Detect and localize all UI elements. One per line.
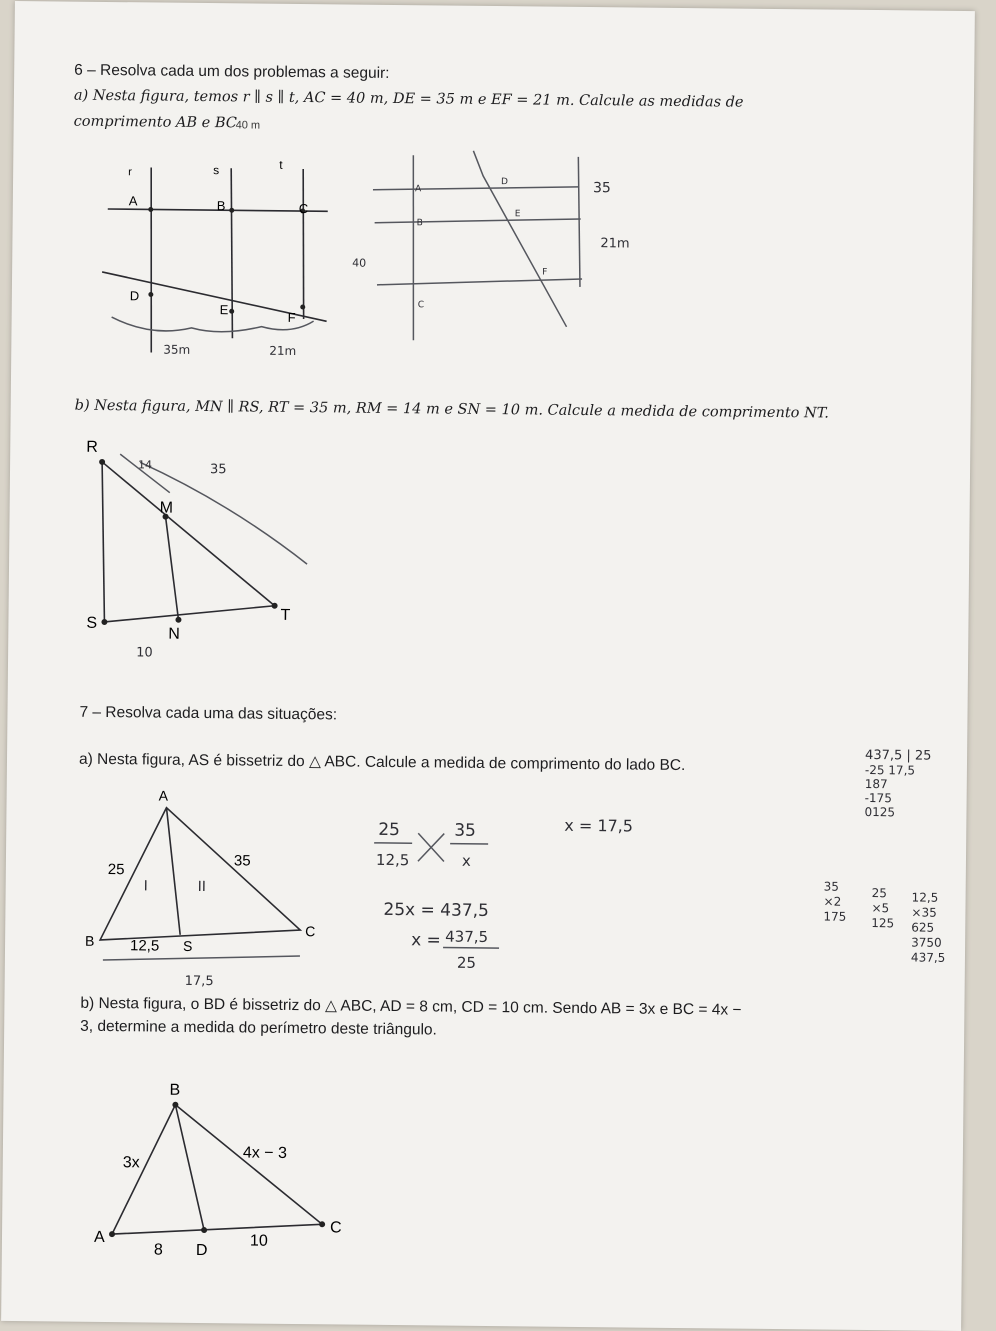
q6-title: 6 – Resolva cada um dos problemas a seguir: xyxy=(74,62,390,83)
svg-text:M: M xyxy=(160,500,174,517)
point-b xyxy=(229,208,234,213)
svg-text:x: x xyxy=(462,852,471,870)
svg-text:4x − 3: 4x − 3 xyxy=(243,1144,287,1161)
svg-text:A: A xyxy=(159,788,169,804)
svg-text:S: S xyxy=(183,938,193,954)
svg-text:N: N xyxy=(168,626,180,643)
q7-title: 7 – Resolva cada uma das situações: xyxy=(79,704,337,725)
svg-text:14: 14 xyxy=(138,458,152,471)
q6a-handwritten-40m: 40 m xyxy=(236,119,261,131)
label-c: C xyxy=(299,201,309,216)
svg-text:I: I xyxy=(144,878,148,894)
point-d xyxy=(148,292,153,297)
point-f xyxy=(300,305,305,310)
long-division-work: 437,5 | 25 -25 17,5 187 -175 0125 xyxy=(864,748,975,820)
q7a-figure xyxy=(85,782,327,995)
svg-text:35: 35 xyxy=(234,852,251,869)
svg-text:R: R xyxy=(86,439,98,456)
svg-text:A: A xyxy=(415,184,422,194)
mult-work-c: 12,5 ×35 625 3750 437,5 xyxy=(911,890,946,965)
q6a-figure xyxy=(91,137,333,370)
q7a-statement: a) Nesta figura, AS é bissetriz do △ ABC. Calcule a medida de comprimento do lado BC. xyxy=(79,750,686,775)
svg-text:8: 8 xyxy=(154,1242,163,1259)
label-r: r xyxy=(128,166,132,178)
svg-text:25x = 437,5: 25x = 437,5 xyxy=(383,900,489,921)
worksheet-page xyxy=(1,1,975,1331)
label-b: B xyxy=(217,198,226,213)
line-r xyxy=(149,167,153,352)
label-ef-hw: 21m xyxy=(269,344,296,358)
label-f: F xyxy=(288,310,296,325)
q7b-figure xyxy=(92,1072,344,1275)
point-e xyxy=(229,309,234,314)
svg-text:II: II xyxy=(198,879,206,895)
svg-text:T: T xyxy=(280,607,290,624)
svg-text:x =: x = xyxy=(411,930,441,950)
svg-text:A: A xyxy=(94,1229,105,1246)
svg-text:3x: 3x xyxy=(123,1154,140,1171)
label-a: A xyxy=(129,193,138,208)
svg-text:12,5: 12,5 xyxy=(130,937,159,954)
svg-text:D: D xyxy=(196,1242,208,1259)
point-a xyxy=(148,207,153,212)
label-s: s xyxy=(213,163,219,177)
label-t: t xyxy=(279,158,283,172)
svg-text:35: 35 xyxy=(454,821,476,841)
point-s xyxy=(101,619,107,625)
point-a-7b xyxy=(109,1231,115,1237)
svg-text:40: 40 xyxy=(352,257,366,270)
svg-text:21m: 21m xyxy=(600,236,629,251)
svg-text:35: 35 xyxy=(210,462,227,477)
svg-text:10: 10 xyxy=(250,1233,268,1250)
svg-text:25: 25 xyxy=(108,861,125,878)
svg-text:B: B xyxy=(417,218,423,228)
svg-text:x = 17,5: x = 17,5 xyxy=(564,816,633,836)
svg-text:17,5: 17,5 xyxy=(185,974,214,989)
label-d: D xyxy=(130,288,140,303)
svg-text:B: B xyxy=(85,933,95,949)
svg-text:B: B xyxy=(169,1082,180,1099)
brace-hw xyxy=(111,317,313,333)
line-t xyxy=(302,169,306,319)
mult-work-a: 35 ×2 175 xyxy=(823,880,846,925)
q7b-statement-line1: b) Nesta figura, o BD é bissetriz do △ ABC, AD = 8 cm, CD = 10 cm. Sendo AB = 3x e BC = 4x − xyxy=(80,994,741,1020)
q6a-statement-line1: a) Nesta figura, temos r ∥ s ∥ t, AC = 40 m, DE = 35 m e EF = 21 m. Calcule as medidas de xyxy=(74,88,744,111)
svg-text:F: F xyxy=(542,268,547,278)
point-d-7b xyxy=(201,1227,207,1233)
svg-text:C: C xyxy=(330,1219,342,1236)
mult-work-b: 25 ×5 125 xyxy=(871,886,894,931)
label-e: E xyxy=(220,302,229,317)
svg-text:12,5: 12,5 xyxy=(376,851,410,869)
q6b-statement: b) Nesta figura, MN ∥ RS, RT = 35 m, RM = 14 m e SN = 10 m. Calcule a medida de comprimento NT. xyxy=(75,398,829,422)
point-n xyxy=(175,617,181,623)
svg-text:437,5: 437,5 xyxy=(445,928,488,946)
label-de-hw: 35m xyxy=(163,343,190,357)
svg-text:C: C xyxy=(305,923,315,939)
svg-text:S: S xyxy=(86,615,97,632)
svg-text:C: C xyxy=(418,300,424,310)
svg-text:E: E xyxy=(515,209,521,219)
q6a-handwritten-sketch xyxy=(351,145,643,358)
q7b-statement-line2: 3, determine a medida do perímetro deste triângulo. xyxy=(80,1018,437,1040)
svg-text:10: 10 xyxy=(136,645,153,660)
svg-text:25: 25 xyxy=(378,820,400,840)
svg-text:35: 35 xyxy=(593,180,611,196)
svg-text:25: 25 xyxy=(457,954,476,972)
q6a-statement-line2: comprimento AB e BC xyxy=(74,114,237,132)
svg-text:D: D xyxy=(501,177,508,187)
q6b-figure xyxy=(78,432,320,665)
